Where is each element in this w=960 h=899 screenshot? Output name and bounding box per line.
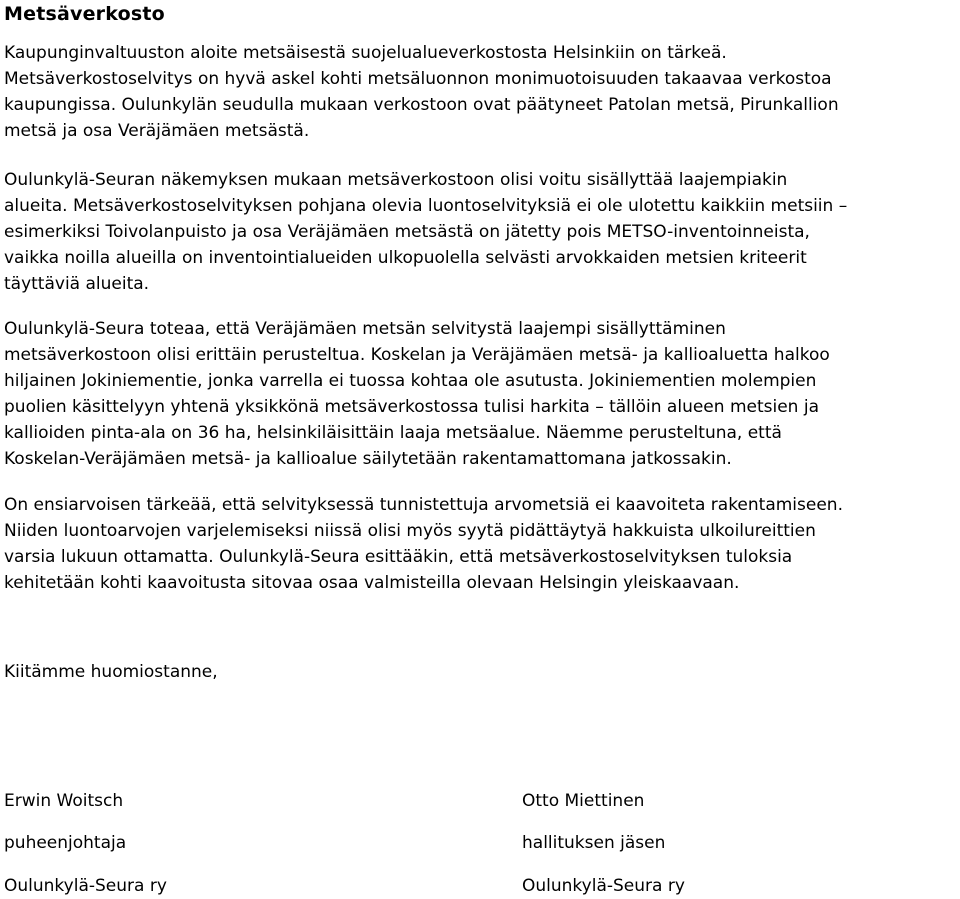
paragraph-line: Metsäverkostoselvitys on hyvä askel kohti metsäluonnon monimuotoisuuden takaavaa verkostoa xyxy=(4,69,832,89)
paragraph-line: Oulunkylä-Seura toteaa, että Veräjämäen metsän selvitystä laajempi sisällyttäminen xyxy=(4,319,726,339)
paragraph-line: Koskelan-Veräjämäen metsä- ja kallioalue säilytetään rakentamattomana jatkossakin. xyxy=(4,449,732,469)
paragraph-line: esimerkiksi Toivolanpuisto ja osa Veräjämäen metsästä on jätetty pois METSO-inventoinneista, xyxy=(4,222,810,242)
document-title: Metsäverkosto xyxy=(4,3,165,25)
paragraph-line: hiljainen Jokiniementie, jonka varrella ei tuossa kohtaa ole asutusta. Jokiniementien molempien xyxy=(4,371,817,391)
paragraph-line: alueita. Metsäverkostoselvityksen pohjana olevia luontoselvityksiä ei ole ulotettu kaikkiin metsiin – xyxy=(4,196,848,216)
paragraph-1 xyxy=(4,40,956,144)
paragraph-line: kaupungissa. Oulunkylän seudulla mukaan verkostoon ovat päätyneet Patolan metsä, Pirunkallion xyxy=(4,95,839,115)
paragraph-line: kallioiden pinta-ala on 36 ha, helsinkiläisittäin laaja metsäalue. Näemme perusteltuna, että xyxy=(4,423,782,443)
paragraph-line: Oulunkylä-Seuran näkemyksen mukaan metsäverkostoon olisi voitu sisällyttää laajempiakin xyxy=(4,170,788,190)
paragraph-line: metsäverkostoon olisi erittäin perusteltua. Koskelan ja Veräjämäen metsä- ja kallioaluetta halkoo xyxy=(4,345,830,365)
signer-organization: Oulunkylä-Seura ry xyxy=(4,876,167,896)
paragraph-2 xyxy=(4,167,956,297)
signer-name: Otto Miettinen xyxy=(522,791,645,811)
signer-name: Erwin Woitsch xyxy=(4,791,124,811)
paragraph-line: kehitetään kohti kaavoitusta sitovaa osaa valmisteilla olevaan Helsingin yleiskaavaan. xyxy=(4,573,740,593)
paragraph-line: Kaupunginvaltuuston aloite metsäisestä suojelualueverkostosta Helsinkiin on tärkeä. xyxy=(4,43,727,63)
paragraph-line: varsia lukuun ottamatta. Oulunkylä-Seura esittääkin, että metsäverkostoselvityksen tuloksia xyxy=(4,547,793,567)
signer-role: puheenjohtaja xyxy=(4,833,127,853)
paragraph-4 xyxy=(4,492,956,596)
paragraph-line: puolien käsittelyyn yhtenä yksikkönä metsäverkostossa tulisi harkita – tällöin alueen metsien ja xyxy=(4,397,819,417)
paragraph-line: On ensiarvoisen tärkeää, että selvityksessä tunnistettuja arvometsiä ei kaavoiteta rakentamiseen. xyxy=(4,495,843,515)
paragraph-line: täyttäviä alueita. xyxy=(4,274,150,294)
paragraph-line: vaikka noilla alueilla on inventointialueiden ulkopuolella selvästi arvokkaiden metsien kriteerit xyxy=(4,248,807,268)
signer-organization: Oulunkylä-Seura ry xyxy=(522,876,685,896)
paragraph-3 xyxy=(4,316,956,472)
closing-line: Kiitämme huomiostanne, xyxy=(4,662,218,682)
signer-role: hallituksen jäsen xyxy=(522,833,666,853)
paragraph-line: metsä ja osa Veräjämäen metsästä. xyxy=(4,121,310,141)
paragraph-line: Niiden luontoarvojen varjelemiseksi niissä olisi myös syytä pidättäytyä hakkuista ulkoilureittien xyxy=(4,521,816,541)
